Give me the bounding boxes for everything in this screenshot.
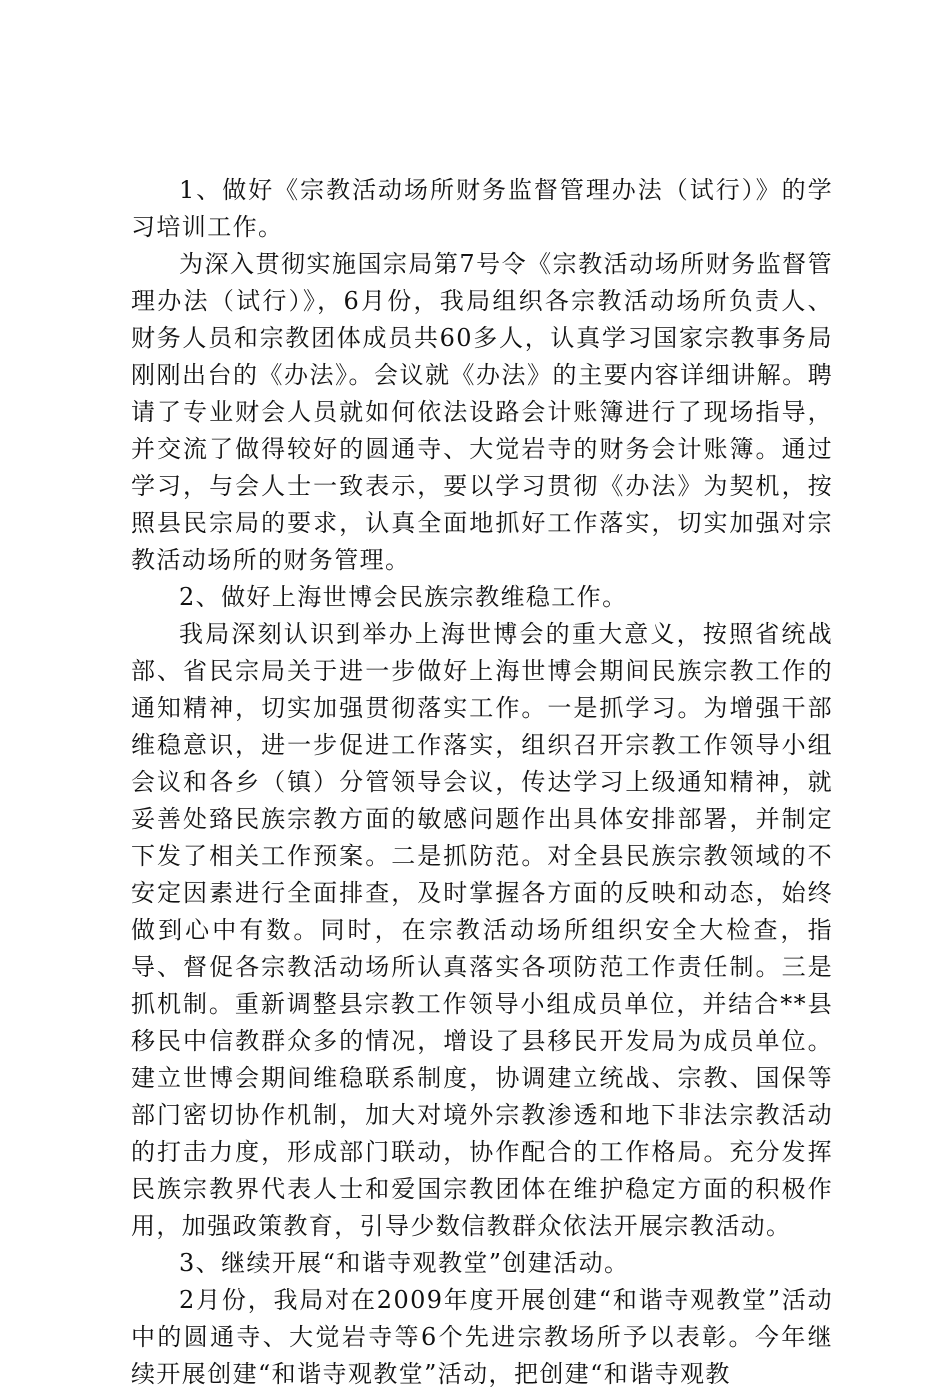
body-paragraph-1: 为深入贯彻实施国宗局第7号令《宗教活动场所财务监督管理办法（试行）》，6月份，我局组织各宗教活动场所负责人、财务人员和宗教团体成员共60多人，认真学习国家宗教事务局刚刚出台的《办法》。会议就《办法》的主要内容详细讲解。聘请了专业财会人员就如何依法设路会计账簿进行了现场指导，并交流了做得较好的圆通寺、大觉岩寺的财务会计账簿。通过学习，与会人士一致表示，要以学习贯彻《办法》为契机，按照县民宗局的要求，认真全面地抓好工作落实，切实加强对宗教活动场所的财务管理。 [131, 250, 833, 574]
section-heading-1: 1、做好《宗教活动场所财务监督管理办法（试行）》的学习培训工作。 [131, 176, 833, 241]
body-paragraph-2: 我局深刻认识到举办上海世博会的重大意义，按照省统战 部、省民宗局关于进一步做好上海世博会期间民族宗教工作的通知精神，切实加强贯彻落实工作。一是抓学习。为增强干部维稳意识，进一步促进工作落实，组织召开宗教工作领导小组会议和各乡（镇）分管领导会议，传达学习上级通知精神，就妥善处臵民族宗教方面的敏感问题作出具体安排部署，并制定下发了相关工作预案。二是抓防范。对全县民族宗教领域的不安定因素进行全面排查，及时掌握各方面的反映和动态，始终做到心中有数。同时，在宗教活动场所组织安全大检查，指导、督促各宗教活动场所认真落实各项防范工作责任制。三是抓机制。重新调整县宗教工作领导小组成员单位，并结合**县移民中信教群众多的情况，增设了县移民开发局为成员单位。建立世博会期间维稳联系制度，协调建立统战、宗教、国保等部门密切协作机制，加大对境外宗教渗透和地下非法宗教活动的打击力度，形成部门联动，协作配合的工作格局。充分发挥民族宗教界代表人士和爱国宗教团体在维护稳定方面的积极作用，加强政策教育，引导少数信教群众依法开展宗教活动。 [131, 620, 833, 1240]
section-heading-2: 2、做好上海世博会民族宗教维稳工作。 [179, 583, 628, 611]
body-paragraph-3: 2月份，我局对在2009年度开展创建“和谐寺观教堂”活动中的圆通寺、大觉岩寺等6个先进宗教场所予以表彰。今年继续开展创建“和谐寺观教堂”活动，把创建“和谐寺观教 [131, 1286, 833, 1388]
section-heading-3: 3、继续开展“和谐寺观教堂”创建活动。 [179, 1249, 630, 1277]
document-body [131, 172, 833, 1393]
